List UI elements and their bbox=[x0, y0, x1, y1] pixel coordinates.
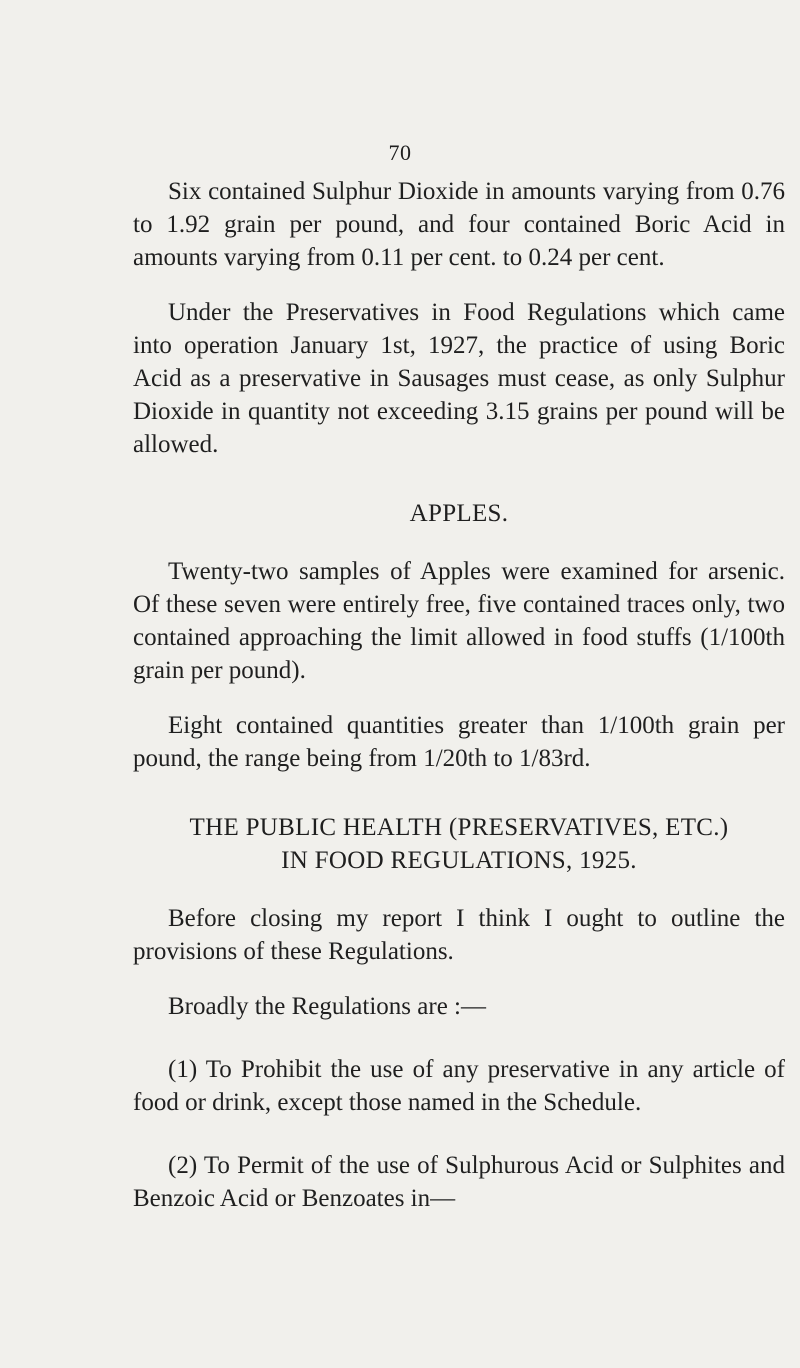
paragraph-broadly: Broadly the Regulations are :— bbox=[168, 993, 486, 1020]
section-heading-regulations-line2: IN FOOD REGULATIONS, 1925. bbox=[281, 847, 637, 874]
section-heading-regulations-line1: THE PUBLIC HEALTH (PRESERVATIVES, ETC.) bbox=[189, 814, 729, 841]
paragraph-preservatives-regulations: Under the Preservatives in Food Regulations which came into operation January 1st, 1927, the practice of using Boric Acid as a preservative in Sausages must cease, as only Sulphur Dioxide in quantity not exceeding 3.15 grains per pound will be allowed. bbox=[133, 299, 785, 458]
paragraph-before-closing: Before closing my report I think I ought to outline the provisions of these Regulations. bbox=[133, 905, 785, 965]
paragraph-apples-eight: Eight contained quantities greater than 1/100th grain per pound, the range being from 1/20th to 1/83rd. bbox=[133, 712, 785, 772]
paragraph-provision-1: (1) To Prohibit the use of any preservative in any article of food or drink, except those named in the Schedule. bbox=[133, 1056, 785, 1116]
paragraph-sulphur-boric: Six contained Sulphur Dioxide in amounts varying from 0.76 to 1.92 grain per pound, and four contained Boric Acid in amounts varying from 0.11 per cent. to 0.24 per cent. bbox=[133, 178, 785, 271]
page-number: 70 bbox=[388, 140, 412, 165]
paragraph-provision-2: (2) To Permit of the use of Sulphurous Acid or Sulphites and Benzoic Acid or Benzoates in— bbox=[133, 1152, 785, 1212]
page-content bbox=[133, 175, 785, 1215]
paragraph-apples-arsenic: Twenty-two samples of Apples were examined for arsenic. Of these seven were entirely free, five contained traces only, two contained approaching the limit allowed in food stuffs (1/100th grain per pound). bbox=[133, 558, 785, 684]
section-heading-apples: APPLES. bbox=[409, 500, 509, 527]
